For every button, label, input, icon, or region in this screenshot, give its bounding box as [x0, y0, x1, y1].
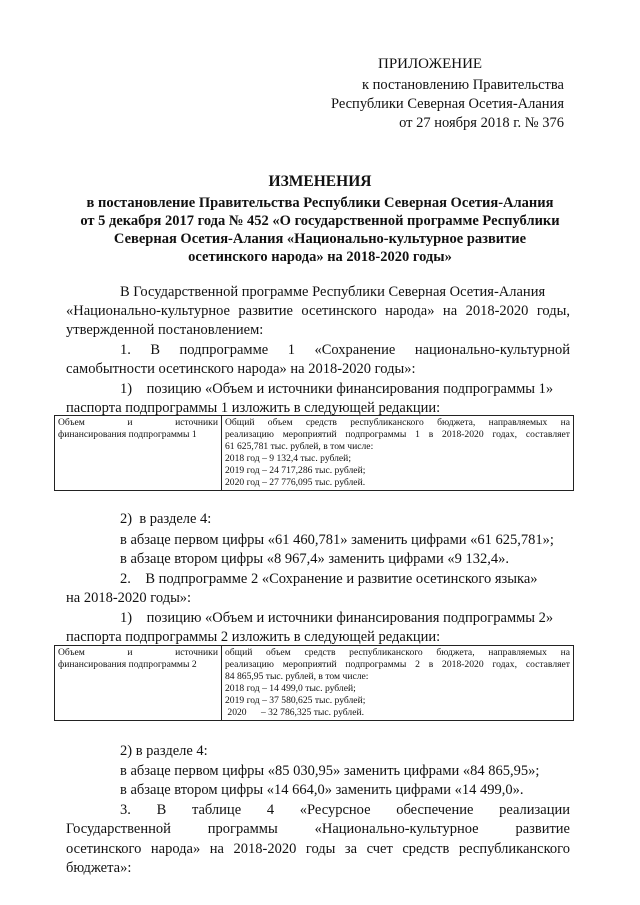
item2-sub1-line-2: паспорта подпрограммы 2 изложить в следующей редакции: — [66, 629, 441, 645]
table2-right-line-2: реализацию мероприятий подпрограммы 2 в 2018-2020 годах, составляет — [225, 659, 570, 670]
appendix-line-3: от 27 ноября 2018 г. № 376 — [399, 115, 564, 131]
table2-right-line-6: 2020 – 32 786,325 тыс. рублей. — [225, 707, 364, 718]
item1-2-line-2: в абзаце первом цифры «61 460,781» заменить цифрами «61 625,781»; — [120, 532, 554, 548]
item3-line-3: осетинского народа» на 2018-2020 годы за счет средств республиканского — [66, 841, 570, 857]
document-title: ИЗМЕНЕНИЯ — [268, 173, 372, 190]
item1-sub1-line-1: 1) позицию «Объем и источники финансирования подпрограммы 1» — [120, 381, 554, 397]
table1-left-line-2: финансирования подпрограммы 1 — [58, 429, 197, 440]
table2-left-word-3: источники — [175, 647, 218, 658]
table-subprogram-2 — [54, 645, 574, 721]
item1-line-1: 1. В подпрограмме 1 «Сохранение национально-культурной — [120, 342, 570, 358]
table-subprogram-1 — [54, 415, 574, 491]
item2-2-line-3: в абзаце втором цифры «14 664,0» заменить цифрами «14 499,0». — [120, 782, 524, 798]
item2-line-2: на 2018-2020 годы»: — [66, 590, 192, 606]
item1-line-2: самобытности осетинского народа» на 2018-2020 годы»: — [66, 361, 416, 377]
table2-right-cell — [222, 646, 574, 721]
table2-right-line-5: 2019 год – 37 580,625 тыс. рублей; — [225, 695, 366, 706]
title-line-1: в постановление Правительства Республики Северная Осетия-Алания — [86, 195, 554, 211]
table2-left-line-2: финансирования подпрограммы 2 — [58, 659, 197, 670]
table1-left-word-2: и — [127, 417, 133, 428]
table1-right-line-4: 2018 год – 9 132,4 тыс. рублей; — [225, 453, 351, 464]
table1-right-line-2: реализацию мероприятий подпрограммы 1 в 2018-2020 годах, составляет — [225, 429, 570, 440]
title-line-2: от 5 декабря 2017 года № 452 «О государственной программе Республики — [80, 213, 560, 229]
item1-2-line-1: 2) в разделе 4: — [120, 511, 212, 527]
item1-sub1-line-2: паспорта подпрограммы 1 изложить в следующей редакции: — [66, 400, 441, 416]
title-line-4: осетинского народа» на 2018-2020 годы» — [188, 249, 452, 265]
table1-left-cell — [55, 416, 222, 491]
table2-left-cell — [55, 646, 222, 721]
appendix-line-1: к постановлению Правительства — [362, 77, 564, 93]
item2-2-line-1: 2) в разделе 4: — [120, 743, 208, 759]
item2-2-line-2: в абзаце первом цифры «85 030,95» заменить цифрами «84 865,95»; — [120, 763, 540, 779]
table2-right-line-4: 2018 год – 14 499,0 тыс. рублей; — [225, 683, 356, 694]
item1-2-line-3: в абзаце втором цифры «8 967,4» заменить цифрами «9 132,4». — [120, 551, 509, 567]
title-line-3: Северная Осетия-Алания «Национально-культурное развитие — [113, 231, 527, 247]
appendix-heading: ПРИЛОЖЕНИЕ — [378, 56, 483, 72]
item3-line-1: 3. В таблице 4 «Ресурсное обеспечение реализации — [120, 802, 570, 818]
item3-line-2: Государственной программы «Национально-культурное развитие — [66, 821, 570, 837]
appendix-line-2: Республики Северная Осетия-Алания — [330, 96, 564, 112]
table1-right-cell — [222, 416, 574, 491]
table1-right-line-5: 2019 год – 24 717,286 тыс. рублей; — [225, 465, 366, 476]
table1-right-line-3: 61 625,781 тыс. рублей, в том числе: — [225, 441, 374, 452]
intro-line-2: «Национально-культурное развитие осетинского народа» на 2018-2020 годы, — [66, 303, 570, 319]
table2-right-line-3: 84 865,95 тыс. рублей, в том числе: — [225, 671, 369, 682]
table1-left-word-3: источники — [175, 417, 218, 428]
table1-left-word-1: Объем — [58, 417, 85, 428]
intro-line-3: утвержденной постановлением: — [66, 322, 264, 338]
table2-right-line-1: общий объем средств республиканского бюджета, направляемых на — [225, 647, 570, 658]
table2-left-word-2: и — [127, 647, 133, 658]
item2-line-1: 2. В подпрограмме 2 «Сохранение и развитие осетинского языка» — [120, 571, 538, 587]
table1-right-line-6: 2020 год – 27 776,095 тыс. рублей. — [225, 477, 366, 488]
item2-sub1-line-1: 1) позицию «Объем и источники финансирования подпрограммы 2» — [120, 610, 554, 626]
intro-line-1: В Государственной программе Республики Северная Осетия-Алания — [120, 284, 546, 300]
item3-line-4: бюджета»: — [66, 860, 132, 876]
table2-left-word-1: Объем — [58, 647, 85, 658]
table1-right-line-1: Общий объем средств республиканского бюджета, направляемых на — [225, 417, 570, 428]
